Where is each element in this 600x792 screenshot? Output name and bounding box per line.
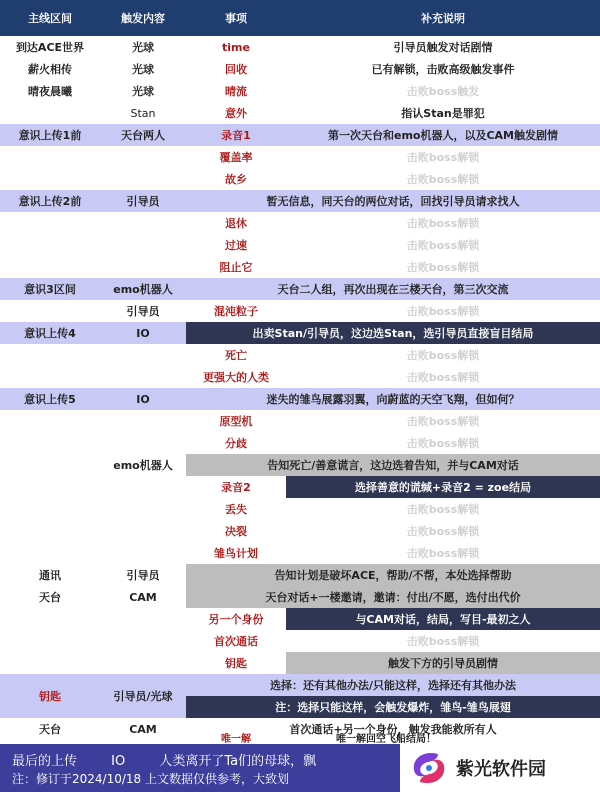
notes-cell: 第一次天台和emo机器人，以及CAM触发剧情: [327, 129, 558, 142]
item-cell: 首次通话: [214, 635, 258, 648]
table-row: [0, 586, 600, 608]
route-cell: [0, 256, 100, 278]
route-cell: [0, 146, 100, 168]
route-cell: 意识上传1前: [18, 129, 82, 142]
route-cell: 钥匙: [39, 690, 61, 703]
item-cell: 晴流: [225, 85, 247, 98]
table-row: [0, 190, 600, 212]
route-cell: [0, 476, 100, 498]
route-cell: [0, 608, 100, 630]
trigger-cell: [100, 344, 186, 366]
trigger-cell: IO: [136, 392, 150, 406]
notes-highlight: 触发下方的引导员剧情: [286, 652, 600, 674]
notes-cell: 击败boss解锁: [406, 173, 480, 186]
item-cell: 回收: [225, 63, 247, 76]
table-row: [0, 366, 600, 388]
route-cell: [0, 300, 100, 322]
route-cell: [0, 542, 100, 564]
table-header: [0, 0, 600, 36]
notes-cell: 指认Stan是罪犯: [401, 107, 485, 120]
notes-cell: 击败boss解锁: [406, 547, 480, 560]
trigger-cell: 光球: [132, 41, 154, 54]
table-row: [0, 234, 600, 256]
merged-notes-cell: 首次通话+另一个身份，触发我能救所有人: [289, 723, 497, 736]
merged-notes-cell: 暂无信息，同天台的两位对话，回找引导员请求找人: [266, 195, 520, 208]
item-cell: 故乡: [225, 173, 247, 186]
table-row: [0, 344, 600, 366]
merged-notes-cell: 天台二人组，再次出现在三楼天台，第三次交流: [277, 283, 509, 296]
merged-notes-cell: 迷失的雏鸟展露羽翼，向蔚蓝的天空飞翔，但如何？: [266, 393, 520, 406]
trigger-cell: 引导员: [126, 569, 160, 582]
route-cell: [0, 366, 100, 388]
trigger-cell: CAM: [129, 722, 157, 736]
notes-cell: 击败boss解锁: [406, 239, 480, 252]
trigger-cell: 引导员/光球: [113, 690, 173, 703]
footer-note: 人类离开了Ta们的母球，飘: [159, 754, 317, 769]
item-cell: 阻止它: [219, 261, 253, 274]
header-col-notes: 补充说明: [421, 12, 465, 25]
item-cell: 退休: [225, 217, 247, 230]
route-cell: 通讯: [39, 569, 61, 582]
choice-highlight: 告知死亡/善意谎言，这边选着告知，并与CAM对话: [186, 454, 600, 476]
table-row: [0, 652, 600, 674]
trigger-cell: [100, 608, 186, 630]
trigger-cell: [100, 168, 186, 190]
table-row: [0, 256, 600, 278]
footer-route: 最后的上传: [12, 754, 78, 769]
route-cell: [0, 168, 100, 190]
table-row: [0, 410, 600, 432]
item-cell: 录音2: [221, 481, 251, 494]
item-cell: time: [222, 40, 250, 54]
trigger-cell: [100, 432, 186, 454]
trigger-cell: 天台两人: [121, 129, 165, 142]
trigger-cell: [100, 476, 186, 498]
table-row: 唯一解: [221, 733, 251, 744]
trigger-cell: 光球: [132, 63, 154, 76]
choice-highlight: 告知计划是破坏ACE，帮助/不帮，本处选择帮助: [186, 564, 600, 586]
table-row: [0, 168, 600, 190]
route-cell: 意识上传2前: [18, 195, 82, 208]
trigger-cell: [100, 542, 186, 564]
item-cell: 另一个身份: [208, 613, 264, 626]
notes-cell: 击败boss解锁: [406, 349, 480, 362]
route-cell: 意识3区间: [24, 283, 76, 296]
table-row: [0, 608, 600, 630]
notes-cell: 唯一解回空飞船结局！: [336, 733, 436, 744]
watermark-logo: [400, 744, 600, 792]
trigger-cell: [100, 212, 186, 234]
table-row: [0, 454, 600, 476]
trigger-cell: [100, 652, 186, 674]
notes-cell: 击败boss解锁: [406, 415, 480, 428]
item-cell: 死亡: [225, 349, 247, 362]
notes-cell: 击败boss解锁: [406, 305, 480, 318]
route-cell: 意识上传5: [24, 393, 76, 406]
item-cell: 混沌粒子: [214, 305, 258, 318]
notes-cell: 击败boss解锁: [406, 261, 480, 274]
trigger-cell: IO: [136, 326, 150, 340]
table-row: [0, 630, 600, 652]
trigger-cell: [100, 366, 186, 388]
notes-cell: 击败boss解锁: [406, 635, 480, 648]
route-cell: [0, 102, 100, 124]
notes-cell: 击败boss解锁: [406, 503, 480, 516]
item-cell: 分歧: [225, 437, 247, 450]
trigger-cell: [100, 234, 186, 256]
notes-cell: 已有解锁，击败高级触发事件: [371, 63, 515, 76]
table-row: [0, 124, 600, 146]
trigger-cell: [100, 256, 186, 278]
header-col-trigger: 触发内容: [121, 12, 165, 25]
table-row: [0, 564, 600, 586]
trigger-cell: 光球: [132, 85, 154, 98]
ending-highlight: 选择善意的谎缄+录音2 = zoe结局: [286, 476, 600, 498]
route-cell: [0, 410, 100, 432]
item-cell: 丢失: [225, 503, 247, 516]
header-col-item: 事项: [225, 12, 247, 25]
notes-cell: 击败boss解锁: [406, 217, 480, 230]
trigger-cell: Stan: [130, 106, 156, 120]
table-row: [0, 300, 600, 322]
item-cell: 录音1: [221, 129, 251, 142]
route-cell: [0, 630, 100, 652]
table-row: [0, 388, 600, 410]
trigger-cell: [100, 630, 186, 652]
trigger-cell: [100, 146, 186, 168]
choice-highlight: 注：选择只能这样，会触发爆炸，雏鸟-雏鸟展翅: [186, 696, 600, 718]
trigger-cell: emo机器人: [113, 283, 173, 296]
item-cell: 雏鸟计划: [214, 547, 258, 560]
footer-line-2: 注：修订于2024/10/18 上文数据仅供参考，大致划: [12, 772, 289, 786]
notes-cell: 击败boss解锁: [406, 371, 480, 384]
choice-highlight: 选择：还有其他办法/只能这样，选择还有其他办法: [186, 674, 600, 696]
footer-line-1: [12, 750, 316, 769]
route-cell: 天台: [39, 591, 61, 604]
route-cell: [0, 498, 100, 520]
footer-trigger: IO: [111, 754, 126, 769]
table-row: [0, 212, 600, 234]
table-row: [0, 476, 600, 498]
item-cell: 钥匙: [225, 657, 247, 670]
trigger-cell: CAM: [129, 590, 157, 604]
table-row: [0, 520, 600, 542]
table-row: [0, 80, 600, 102]
logo-text: 紫光软件园: [456, 759, 546, 780]
notes-cell: 击败boss解锁: [406, 525, 480, 538]
item-cell: 决裂: [225, 525, 247, 538]
table-row: [0, 278, 600, 300]
trigger-cell: [100, 520, 186, 542]
notes-cell: 击败boss解锁: [406, 437, 480, 450]
route-cell: [0, 212, 100, 234]
route-cell: [0, 432, 100, 454]
item-cell: 更强大的人类: [203, 371, 269, 384]
choice-highlight: 出卖Stan/引导员，这边选Stan，选引导员直接盲目结局: [186, 322, 600, 344]
table-row: [0, 322, 600, 344]
trigger-cell: 引导员: [126, 195, 160, 208]
trigger-cell: emo机器人: [113, 459, 173, 472]
route-cell: 天台: [39, 723, 61, 736]
route-cell: [0, 520, 100, 542]
swirl-logo-icon: [408, 748, 450, 788]
trigger-cell: [100, 410, 186, 432]
route-cell: 晴夜晨曦: [28, 85, 72, 98]
trigger-cell: [100, 498, 186, 520]
item-cell: 原型机: [219, 415, 253, 428]
route-cell: 意识上传4: [24, 327, 76, 340]
route-cell: [0, 454, 100, 476]
table-row: [0, 102, 600, 124]
notes-cell: 引导员触发对话剧情: [393, 41, 493, 54]
notes-cell: 击败boss触发: [406, 85, 480, 98]
trigger-cell: 引导员: [126, 305, 160, 318]
table-row: [0, 36, 600, 58]
table-row: [0, 58, 600, 80]
route-cell: [0, 234, 100, 256]
route-cell: [0, 344, 100, 366]
route-cell: 薪火相传: [28, 63, 72, 76]
table-row: [0, 146, 600, 168]
item-cell: 覆盖率: [219, 151, 253, 164]
item-cell: 意外: [225, 107, 247, 120]
header-col-route: 主线区间: [28, 12, 72, 25]
route-cell: 到达ACE世界: [15, 41, 85, 54]
table-row: [0, 432, 600, 454]
table-row: [0, 498, 600, 520]
notes-cell: 击败boss解锁: [406, 151, 480, 164]
route-cell: [0, 652, 100, 674]
item-cell: 过速: [225, 239, 247, 252]
table-row: [0, 542, 600, 564]
ending-highlight: 与CAM对话，结局，写目-最初之人: [286, 608, 600, 630]
choice-highlight: 天台对话+一楼邀请，邀请：付出/不愿，选付出代价: [186, 586, 600, 608]
